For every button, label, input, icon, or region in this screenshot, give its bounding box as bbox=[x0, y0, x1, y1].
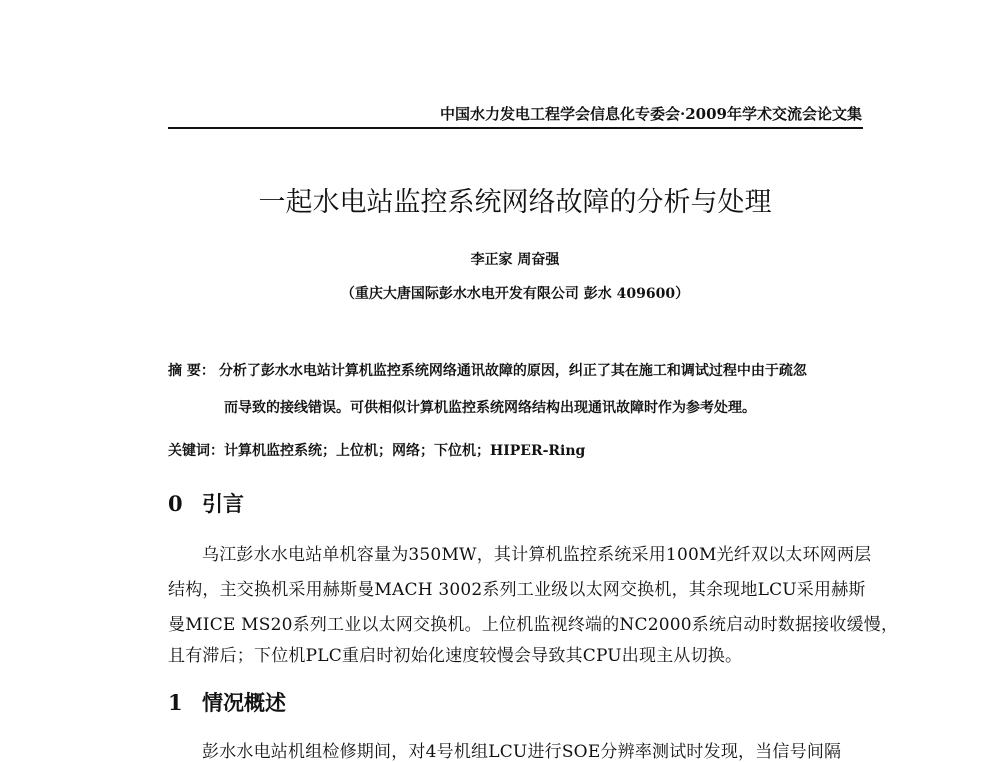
paper-affiliation: （重庆大唐国际彭水水电开发有限公司 彭水 409600） bbox=[340, 286, 690, 302]
keywords-text: 计算机监控系统；上位机；网络；下位机；HIPER-Ring bbox=[224, 443, 586, 459]
body-line: 彭水水电站机组检修期间，对4号机组LCU进行SOE分辨率测试时发现，当信号间隔 bbox=[202, 742, 842, 762]
paper-authors: 李正家 周奋强 bbox=[470, 252, 560, 268]
body-line: 结构，主交换机采用赫斯曼MACH 3002系列工业级以太网交换机，其余现地LCU采用赫斯 bbox=[168, 580, 866, 600]
abstract-text: 分析了彭水水电站计算机监控系统网络通讯故障的原因，纠正了其在施工和调试过程中由于疏忽 bbox=[218, 363, 807, 379]
body-line: 乌江彭水水电站单机容量为350MW，其计算机监控系统采用100M光纤双以太环网两层 bbox=[202, 545, 872, 565]
section-title: 引言 bbox=[202, 491, 244, 516]
abstract-text: 而导致的接线错误。可供相似计算机监控系统网络结构出现通讯故障时作为参考处理。 bbox=[224, 400, 756, 416]
body-line: 且有滞后；下位机PLC重启时初始化速度较慢会导致其CPU出现主从切换。 bbox=[168, 646, 743, 666]
section-number: 1 bbox=[168, 690, 183, 715]
body-line: 曼MICE MS20系列工业以太网交换机。上位机监视终端的NC2000系统启动时数据接收缓慢， bbox=[168, 615, 899, 635]
abstract-line-2 bbox=[224, 397, 756, 417]
abstract-line-1 bbox=[168, 360, 807, 380]
section-heading-0 bbox=[168, 488, 244, 518]
section-title: 情况概述 bbox=[202, 690, 286, 715]
keywords-label: 关键词： bbox=[168, 443, 224, 459]
paper-title: 一起水电站监控系统网络故障的分析与处理 bbox=[258, 187, 772, 218]
header-divider bbox=[168, 127, 863, 129]
running-header: 中国水力发电工程学会信息化专委会·2009年学术交流会论文集 bbox=[440, 105, 862, 123]
keywords-line bbox=[168, 440, 585, 460]
section-number: 0 bbox=[168, 491, 183, 516]
abstract-label: 摘 要： bbox=[168, 363, 215, 379]
section-heading-1 bbox=[168, 687, 286, 717]
